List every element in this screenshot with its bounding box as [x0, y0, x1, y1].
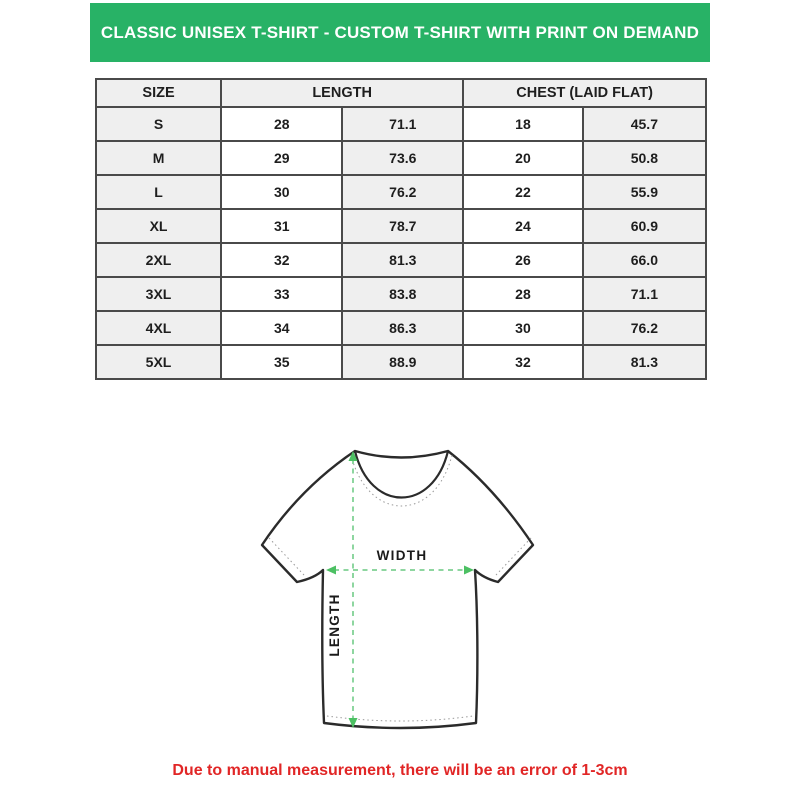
chest-in-cell: 30 [463, 311, 583, 345]
length-in-cell: 34 [221, 311, 342, 345]
length-in-cell: 28 [221, 107, 342, 141]
chest-in-cell: 18 [463, 107, 583, 141]
chest-in-cell: 26 [463, 243, 583, 277]
chest-cm-cell: 55.9 [583, 175, 706, 209]
length-in-cell: 29 [221, 141, 342, 175]
chest-cm-cell: 81.3 [583, 345, 706, 379]
chest-cm-cell: 60.9 [583, 209, 706, 243]
chest-cm-cell: 71.1 [583, 277, 706, 311]
chest-cm-cell: 76.2 [583, 311, 706, 345]
chest-in-cell: 32 [463, 345, 583, 379]
size-cell: L [96, 175, 221, 209]
header-row [96, 79, 706, 107]
table-row [96, 141, 706, 175]
chest-cm-cell: 66.0 [583, 243, 706, 277]
size-cell: 3XL [96, 277, 221, 311]
table-row [96, 311, 706, 345]
length-in-cell: 33 [221, 277, 342, 311]
size-cell: S [96, 107, 221, 141]
length-label: LENGTH [327, 593, 342, 657]
table-row [96, 243, 706, 277]
chest-in-cell: 20 [463, 141, 583, 175]
table-row [96, 277, 706, 311]
length-cm-cell: 76.2 [342, 175, 463, 209]
size-cell: 5XL [96, 345, 221, 379]
size-cell: M [96, 141, 221, 175]
table-row [96, 175, 706, 209]
width-label: WIDTH [376, 548, 428, 563]
chest-in-cell: 28 [463, 277, 583, 311]
length-cm-cell: 88.9 [342, 345, 463, 379]
size-cell: 4XL [96, 311, 221, 345]
length-cm-cell: 71.1 [342, 107, 463, 141]
tshirt-outline [262, 451, 533, 728]
chest-in-cell: 24 [463, 209, 583, 243]
chest-cm-cell: 50.8 [583, 141, 706, 175]
column-header-length: LENGTH [221, 79, 463, 107]
table-row [96, 209, 706, 243]
length-cm-cell: 81.3 [342, 243, 463, 277]
length-in-cell: 30 [221, 175, 342, 209]
measurement-note: Due to manual measurement, there will be an error of 1-3cm [172, 762, 628, 779]
chest-cm-cell: 45.7 [583, 107, 706, 141]
table-row [96, 107, 706, 141]
chest-in-cell: 22 [463, 175, 583, 209]
size-cell: 2XL [96, 243, 221, 277]
table-row [96, 345, 706, 379]
length-in-cell: 32 [221, 243, 342, 277]
title-banner [90, 3, 710, 62]
length-cm-cell: 73.6 [342, 141, 463, 175]
length-in-cell: 31 [221, 209, 342, 243]
page-title: CLASSIC UNISEX T-SHIRT - CUSTOM T-SHIRT WITH PRINT ON DEMAND [100, 22, 700, 42]
tshirt-svg [245, 438, 555, 748]
length-cm-cell: 78.7 [342, 209, 463, 243]
column-header-chest: CHEST (LAID FLAT) [463, 79, 706, 107]
length-cm-cell: 83.8 [342, 277, 463, 311]
column-header-size: SIZE [96, 79, 221, 107]
tshirt-illustration [245, 438, 555, 748]
size-cell: XL [96, 209, 221, 243]
length-in-cell: 35 [221, 345, 342, 379]
size-chart-table [95, 78, 707, 380]
length-cm-cell: 86.3 [342, 311, 463, 345]
